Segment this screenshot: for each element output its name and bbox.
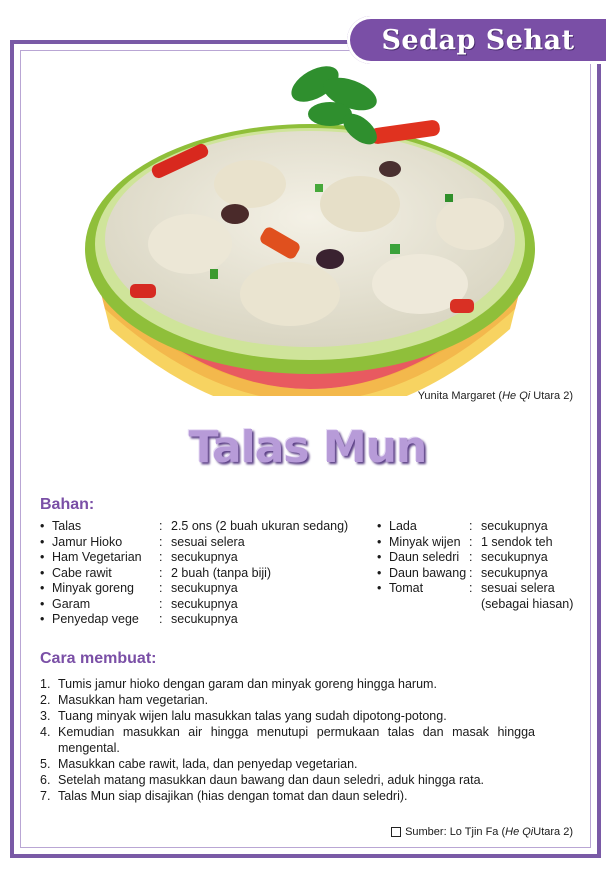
ingredient-amount: 2 buah (tanpa biji) bbox=[171, 565, 272, 580]
photo-credit-italic: He Qi bbox=[502, 390, 531, 402]
step-text: Setelah matang masukkan daun bawang dan daun seledri, aduk hingga rata. bbox=[58, 773, 484, 787]
ingredient-amount: secukupnya bbox=[171, 581, 238, 595]
ingredient-row: • Cabe rawit : 2 buah (tanpa biji) bbox=[40, 565, 272, 580]
ingredient-name: Talas bbox=[52, 519, 82, 533]
ingredient-name: Daun seledri bbox=[389, 550, 460, 564]
ingredient-row: • Garam : secukupnya bbox=[40, 596, 238, 611]
method-heading: Cara membuat: bbox=[40, 650, 157, 667]
step-item: 5. Masukkan cabe rawit, lada, dan penyedap vegetarian. bbox=[40, 756, 535, 772]
ingredient-name: Daun bawang bbox=[389, 565, 467, 580]
ingredient-amount: sesuai selera bbox=[171, 534, 245, 549]
ingredient-row: • Minyak wijen : 1 sendok teh bbox=[377, 534, 553, 549]
ingredient-row: • Penyedap vege : secukupnya bbox=[40, 612, 238, 626]
step-item: 3. Tuang minyak wijen lalu masukkan talas yang sudah dipotong-potong. bbox=[40, 708, 535, 724]
photo-credit bbox=[418, 390, 573, 402]
ingredient-name: Ham Vegetarian bbox=[52, 550, 142, 564]
ingredient-amount: secukupnya bbox=[171, 550, 238, 564]
recipe-title: Talas Mun bbox=[188, 422, 427, 473]
step-text: Masukkan cabe rawit, lada, dan penyedap vegetarian. bbox=[58, 757, 358, 771]
ingredient-row: • Minyak goreng : secukupnya bbox=[40, 581, 238, 595]
ingredient-amount: secukupnya bbox=[171, 596, 238, 611]
ingredient-name: Cabe rawit bbox=[52, 565, 112, 580]
step-item: 4. Kemudian masukkan air hingga menutupi permukaan talas dan masak hingga mengental. bbox=[40, 725, 535, 755]
ingredient-row: • Tomat : sesuai selera bbox=[377, 581, 555, 595]
ingredient-name: Jamur Hioko bbox=[52, 534, 123, 549]
ingredient-name: Minyak wijen bbox=[389, 534, 461, 549]
step-item: 7. Talas Mun siap disajikan (hias dengan tomat dan daun seledri). bbox=[40, 788, 535, 804]
source-prefix: Sumber: Lo Tjin Fa ( bbox=[405, 826, 506, 838]
photo-credit-rest: Utara 2) bbox=[530, 390, 573, 402]
recipe-photo bbox=[60, 44, 560, 396]
ingredient-note: (sebagai hiasan) bbox=[481, 596, 574, 611]
section-badge-label: Sedap Sehat bbox=[381, 24, 575, 56]
step-text: Kemudian masukkan air hingga menutupi permukaan talas dan masak hingga mengental. bbox=[58, 725, 535, 755]
ingredient-name: Lada bbox=[389, 519, 417, 533]
ingredient-amount: 1 sendok teh bbox=[481, 534, 553, 549]
ingredient-row: • Talas : 2.5 ons (2 buah ukuran sedang) bbox=[40, 519, 349, 533]
step-item: 2. Masukkan ham vegetarian. bbox=[40, 692, 535, 708]
source-italic: He Qi bbox=[505, 826, 534, 838]
ingredient-amount: sesuai selera bbox=[481, 581, 555, 595]
ingredient-row: • Lada : secukupnya bbox=[377, 519, 548, 533]
square-icon bbox=[391, 827, 401, 837]
ingredient-row: • Jamur Hioko : sesuai selera bbox=[40, 534, 245, 549]
ingredient-amount: secukupnya bbox=[171, 612, 238, 626]
ingredient-row bbox=[377, 597, 573, 613]
ingredients-left bbox=[40, 519, 348, 628]
ingredient-name: Penyedap vege bbox=[52, 612, 139, 626]
ingredient-amount: secukupnya bbox=[481, 519, 548, 533]
step-text: Masukkan ham vegetarian. bbox=[58, 693, 209, 707]
ingredient-row: • Daun bawang : secukupnya bbox=[377, 565, 548, 580]
ingredient-amount: 2.5 ons (2 buah ukuran sedang) bbox=[171, 519, 349, 533]
step-item: 1. Tumis jamur hioko dengan garam dan minyak goreng hingga harum. bbox=[40, 676, 535, 692]
step-item: 6. Setelah matang masukkan daun bawang dan daun seledri, aduk hingga rata. bbox=[40, 772, 535, 788]
step-text: Tuang minyak wijen lalu masukkan talas yang sudah dipotong-potong. bbox=[58, 709, 447, 723]
ingredient-amount: secukupnya bbox=[481, 565, 548, 580]
ingredient-row: • Daun seledri : secukupnya bbox=[377, 550, 548, 564]
section-badge bbox=[347, 16, 609, 64]
step-text: Talas Mun siap disajikan (hias dengan tomat dan daun seledri). bbox=[58, 789, 408, 803]
recipe-source bbox=[391, 826, 573, 838]
ingredient-amount: secukupnya bbox=[481, 550, 548, 564]
ingredients-heading: Bahan: bbox=[40, 496, 95, 513]
ingredient-name: Tomat bbox=[389, 581, 424, 595]
ingredients-right bbox=[377, 519, 573, 612]
method-steps bbox=[40, 676, 535, 804]
source-rest: Utara 2) bbox=[533, 826, 573, 838]
ingredient-row: • Ham Vegetarian : secukupnya bbox=[40, 550, 238, 564]
ingredient-name: Garam bbox=[52, 596, 91, 611]
photo-credit-name: Yunita Margaret ( bbox=[417, 390, 503, 402]
step-text: Tumis jamur hioko dengan garam dan minyak goreng hingga harum. bbox=[58, 677, 437, 691]
ingredient-name: Minyak goreng bbox=[52, 581, 134, 595]
